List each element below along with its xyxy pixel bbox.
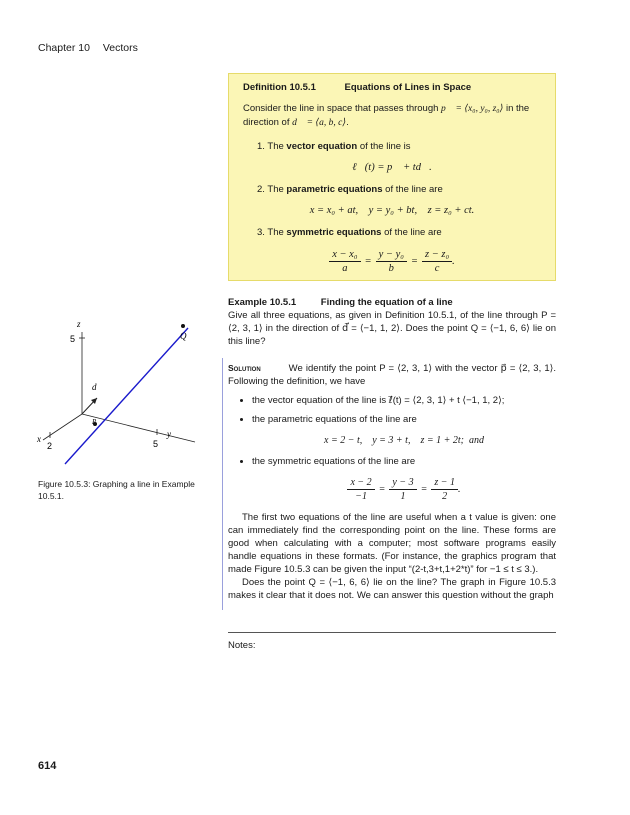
intro-text-mid: in the direction of [243,103,530,128]
point-q-marker [181,324,185,328]
direction-label: d⃗ [92,382,104,392]
definition-number: Definition 10.5.1 [243,82,316,93]
x-axis-label: x [37,434,41,444]
item-number: 3. [257,227,265,238]
vector-equation: ℓ⃗(t) = p⃗ + td⃗. [352,162,432,173]
point-p-label: P [92,418,97,426]
solution-text: We identify the point P = ⟨2, 3, 1⟩ with the vector p⃗ = ⟨2, 3, 1⟩. Following the definition, we have [228,363,556,387]
y-tick-label: 5 [153,439,159,449]
x-tick-label: 2 [47,441,53,451]
symmetric-equations [243,248,541,275]
item-bold: symmetric equations [286,227,382,238]
definition-intro: Consider the line in space that passes through p⃗ = ⟨x₀, y₀, z₀⟩ in the direction of d⃗ = ⟨a, b, c⟩. [243,103,530,128]
line-graph-figure [30,312,205,472]
denominator: 2 [442,491,448,502]
denominator: b [388,263,394,274]
fraction [376,248,407,275]
item-bold: vector equation [286,141,358,152]
example-heading [228,296,556,309]
parametric-equations: x = x₀ + at, y = y₀ + bt, z = z₀ + ct. [309,205,475,216]
chapter-label: Chapter 10 [38,42,90,54]
example-number: Example 10.5.1 [228,297,297,308]
equals-sign: = [410,256,418,267]
numerator: y − y₀ [376,248,407,262]
solution-paragraph [228,362,556,388]
example-margin-rule [222,358,223,610]
body-paragraph-2: Does the point Q = ⟨−1, 6, 6⟩ lie on the line? The graph in Figure 10.5.3 makes it clear that it does not. We can answer this question without the graph [228,577,556,601]
chapter-title: Vectors [102,42,138,54]
numerator: y − 3 [389,476,416,490]
item-number: 2. [257,184,265,195]
numerator: z − z₀ [422,248,452,262]
period: . [458,483,461,495]
numerator: x − x₀ [329,248,360,262]
equals-sign: = [378,484,386,495]
figure-caption: Figure 10.5.3: Graphing a line in Example 10.5.1. [38,479,195,501]
item-pre: The [267,184,284,195]
y-axis [82,414,195,442]
denominator: 1 [400,491,406,502]
graphed-line [65,328,188,464]
definition-item-2 [257,183,541,197]
list-item-text: the parametric equations of the line are [252,414,417,425]
notes-label: Notes: [228,640,256,651]
example-question: Give all three equations, as given in Definition 10.5.1, of the line through P = ⟨2, 3, 1⟩ in the direction of d⃗ = ⟨−1, 1, 2⟩. Does the point Q = ⟨−1, 6, 6⟩ lie on this line? [228,310,556,347]
solution-list [228,394,556,503]
example-parametric-equations: x = 2 − t, y = 3 + t, z = 1 + 2t; and [324,435,484,446]
y-axis-label: y [167,429,171,439]
example-title: Finding the equation of a line [320,297,453,308]
denominator: a [342,263,348,274]
definition-box [228,73,556,281]
page-header [38,42,138,54]
item-post: of the line are [384,227,442,238]
item-pre: The [267,141,284,152]
fraction [422,248,452,275]
intro-text: Consider the line in space that passes through [243,103,439,114]
denominator: c [434,263,440,274]
z-tick-label: 5 [70,334,76,344]
definition-item-3 [257,226,541,240]
equals-sign: = [420,484,428,495]
notes-divider [228,632,556,633]
point-q-label: Q [180,331,187,341]
fraction [347,476,374,503]
period: . [452,255,455,267]
x-axis [43,414,82,440]
item-number: 1. [257,141,265,152]
example-block [228,296,556,602]
numerator: x − 2 [347,476,374,490]
fraction [329,248,360,275]
list-item [252,413,556,447]
definition-item-1 [257,140,541,154]
item-pre: The [267,227,284,238]
solution-label: Solution [228,363,261,373]
item-bold: parametric equations [286,184,383,195]
equals-sign: = [364,256,372,267]
list-item-text: the symmetric equations of the line are [252,456,416,467]
denominator: −1 [355,491,367,502]
fraction [389,476,416,503]
fraction [431,476,458,503]
item-post: of the line is [359,141,411,152]
page-number: 614 [38,760,57,772]
body-paragraph-1: The first two equations of the line are useful when a t value is given: one can immediately find the corresponding point on the line. These forms are good when calculating with a computer; most software programs easily handle equations in these formats. (For instance, the graphics program that made Figure 10.5.3 can be given the input “(2-t,3+t,1+2*t)” for −1 ≤ t ≤ 3.). [228,512,556,575]
numerator: z − 1 [431,476,458,490]
intro-point: p⃗ = ⟨x₀, y₀, z₀⟩ [441,104,504,114]
example-symmetric-equations [252,476,556,503]
item-post: of the line are [385,184,443,195]
definition-heading [243,82,541,93]
list-item: • the vector equation of the line is ℓ⃗(t) = ⟨2, 3, 1⟩ + t ⟨−1, 1, 2⟩; [252,394,556,407]
z-axis-label: z [77,319,81,329]
list-item [252,455,556,503]
definition-title: Equations of Lines in Space [344,82,472,93]
intro-direction: d⃗ = ⟨a, b, c⟩ [292,118,347,128]
